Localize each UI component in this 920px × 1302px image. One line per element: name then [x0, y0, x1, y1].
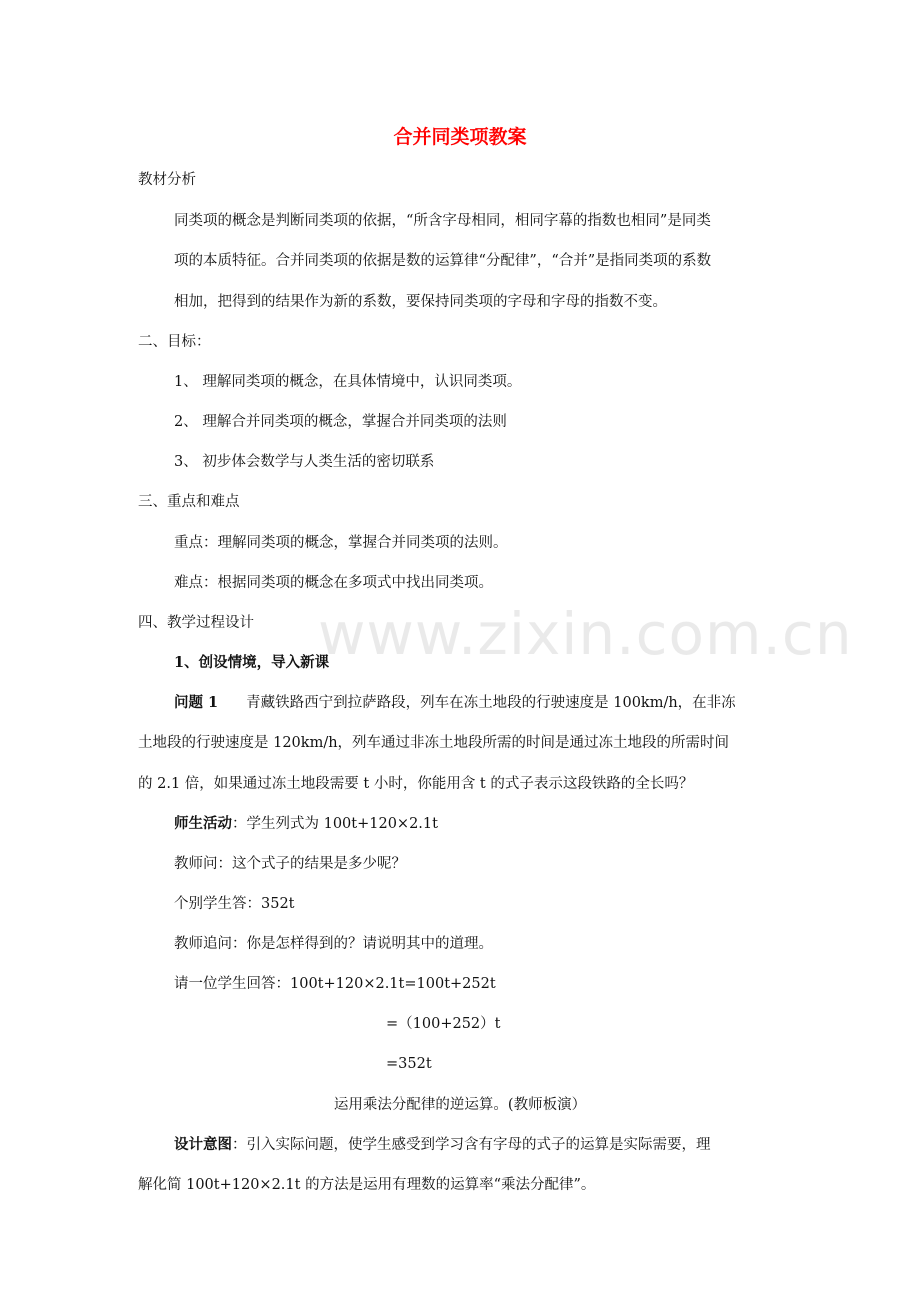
- design-label: 设计意图: [174, 1136, 232, 1153]
- analysis-line: 相加，把得到的结果作为新的系数，要保持同类项的字母和字母的指数不变。: [174, 294, 667, 310]
- equation-line-2: =（100+252）t: [386, 1016, 501, 1032]
- section-goals-heading: 二、目标：: [138, 334, 211, 350]
- key-point: 重点：理解同类项的概念，掌握合并同类项的法则。: [174, 535, 508, 551]
- problem-text: 青藏铁路西宁到拉萨路段，列车在冻土地段的行驶速度是 100km/h，在非冻: [246, 695, 736, 711]
- activity-label: 师生活动: [174, 815, 232, 832]
- section-analysis-heading: 教材分析: [138, 172, 196, 188]
- teacher-question-1: 教师问：这个式子的结果是多少呢？: [174, 856, 406, 872]
- problem-label: 问题 1: [174, 694, 219, 711]
- activity-line: [174, 814, 438, 834]
- watermark: www.zixin.com.cn: [318, 600, 853, 668]
- goal-item: 2、 理解合并同类项的概念，掌握合并同类项的法则: [174, 414, 507, 430]
- goal-item: 1、 理解同类项的概念，在具体情境中，认识同类项。: [174, 374, 522, 390]
- section-key-heading: 三、重点和难点: [138, 494, 240, 510]
- problem-line: 土地段的行驶速度是 120km/h，列车通过非冻土地段所需的时间是通过冻土地段的所需时间: [138, 735, 730, 751]
- goal-item: 3、 初步体会数学与人类生活的密切联系: [174, 454, 435, 470]
- student-answer-1: 个别学生答：352t: [174, 896, 295, 912]
- activity-text: ：学生列式为 100t+120×2.1t: [232, 816, 438, 832]
- problem-line: 的 2.1 倍，如果通过冻土地段需要 t 小时，你能用含 t 的式子表示这段铁路的全长吗？: [138, 776, 694, 792]
- student-answer-2: 请一位学生回答：100t+120×2.1t=100t+252t: [174, 976, 496, 992]
- analysis-line: 同类项的概念是判断同类项的依据，“所含字母相同，相同字幕的指数也相同”是同类: [174, 213, 711, 229]
- analysis-line: 项的本质特征。合并同类项的依据是数的运算律“分配律”，“合并”是指同类项的系数: [174, 253, 712, 269]
- problem-first-line: [174, 693, 736, 713]
- section-process-heading: 四、教学过程设计: [138, 615, 254, 631]
- design-line: 解化简 100t+120×2.1t 的方法是运用有理数的运算率“乘法分配律”。: [138, 1177, 596, 1193]
- design-first-line: [174, 1135, 711, 1155]
- design-text: ：引入实际问题，使学生感受到学习含有字母的式子的运算是实际需要，理: [232, 1137, 711, 1153]
- hard-point: 难点：根据同类项的概念在多项式中找出同类项。: [174, 575, 493, 591]
- step1-heading: 1、创设情境，导入新课: [174, 654, 330, 671]
- board-note: 运用乘法分配律的逆运算。(教师板演）: [333, 1097, 587, 1113]
- teacher-question-2: 教师追问：你是怎样得到的？请说明其中的道理。: [174, 936, 493, 952]
- equation-line-3: =352t: [386, 1056, 432, 1072]
- document-title: 合并同类项教案: [393, 126, 527, 148]
